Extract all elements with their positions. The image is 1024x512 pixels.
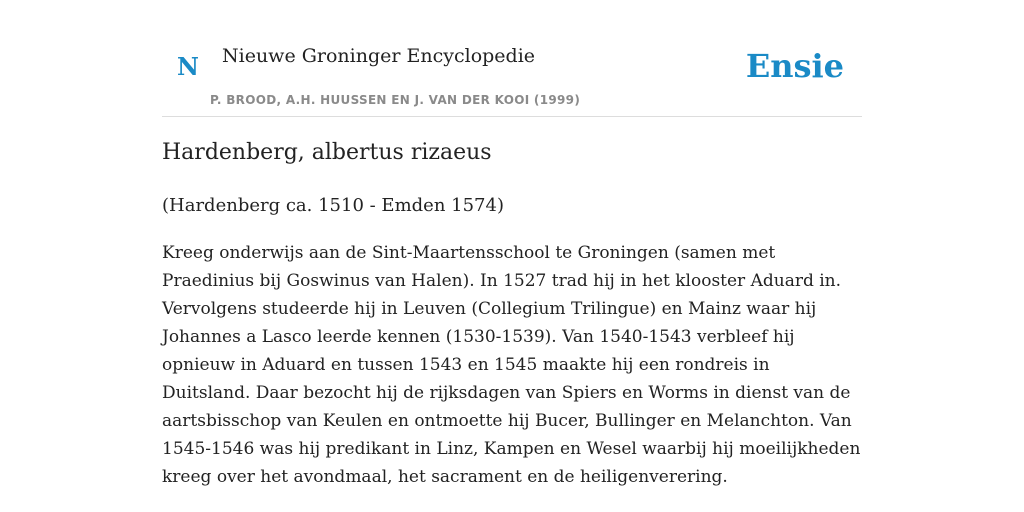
encyclopedia-header — [162, 0, 862, 117]
encyclopedia-title[interactable]: Nieuwe Groninger Encyclopedie — [222, 45, 536, 67]
article-subtitle: (Hardenberg ca. 1510 - Emden 1574) — [162, 195, 504, 216]
ensie-brand-logo[interactable]: Ensie — [745, 47, 844, 85]
article-title: Hardenberg, albertus rizaeus — [162, 140, 492, 165]
encyclopedia-authors: P. BROOD, A.H. HUUSSEN EN J. VAN DER KOOI (1999) — [210, 93, 581, 107]
article-body: Kreeg onderwijs aan de Sint-Maartensschool te Groningen (samen met Praedinius bij Goswinus van Halen). In 1527 trad hij in het klooster Aduard in. Vervolgens studeerde hij in Leuven (Collegium Trilingue) en Mainz waar hij Johannes a Lasco leerde kennen (1530-1539). Van 1540-1543 verbleef hij opnieuw in Aduard en tussen 1543 en 1545 maakte hij een rondreis in Duitsland. Daar bezocht hij de rijksdagen van Spiers en Worms in dienst van de aartsbisschop van Keulen en ontmoette hij Bucer, Bullinger en Melanchton. Van 1545-1546 was hij predikant in Linz, Kampen en Wesel waarbij hij moeilijkheden kreeg over het avondmaal, het sacrament en de heiligenverering. — [162, 243, 861, 487]
encyclopedia-logo[interactable]: N — [177, 52, 199, 81]
